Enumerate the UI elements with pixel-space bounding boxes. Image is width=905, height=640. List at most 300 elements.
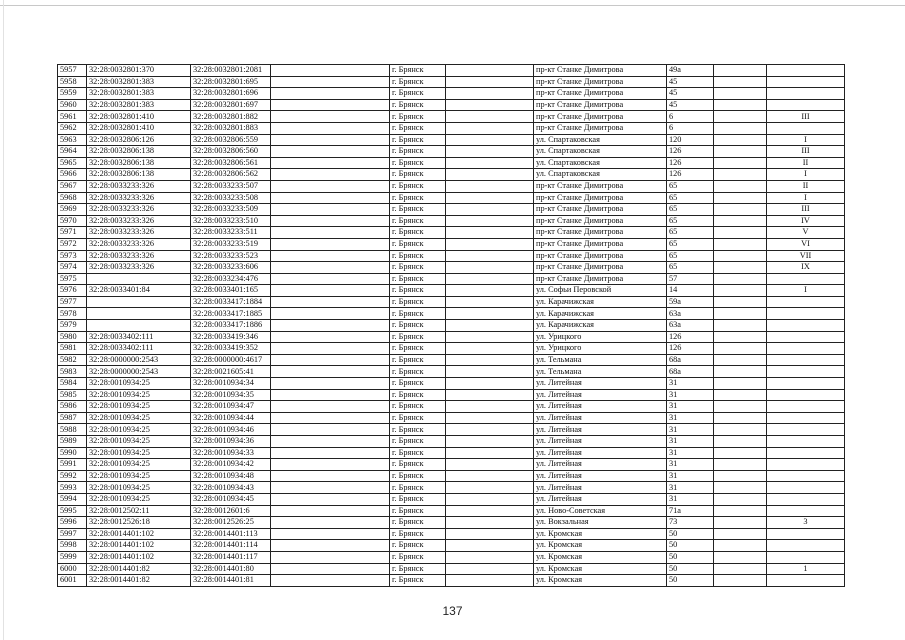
house-number: 126 (667, 157, 714, 169)
building-letter (767, 76, 845, 88)
row-number: 5962 (58, 122, 87, 134)
table-row (58, 436, 845, 448)
blank-cell (714, 238, 767, 250)
house-number: 65 (667, 262, 714, 274)
row-number: 6000 (58, 563, 87, 575)
blank-cell (446, 401, 534, 413)
table-row (58, 76, 845, 88)
blank-cell (271, 331, 390, 343)
house-number: 65 (667, 227, 714, 239)
house-number: 31 (667, 424, 714, 436)
street: ул. Софьи Перовской (534, 285, 667, 297)
table-row (58, 412, 845, 424)
city: г. Брянск (390, 308, 446, 320)
blank-cell (271, 563, 390, 575)
house-number: 63а (667, 308, 714, 320)
blank-cell (271, 412, 390, 424)
building-letter (767, 436, 845, 448)
row-number: 5982 (58, 354, 87, 366)
object-cadastral-number: 32:28:0032806:562 (191, 169, 271, 181)
land-plot-cadastral-number: 32:28:0010934:25 (87, 447, 191, 459)
land-plot-cadastral-number: 32:28:0000000:2543 (87, 366, 191, 378)
building-letter: II (767, 180, 845, 192)
row-number: 5975 (58, 273, 87, 285)
street: ул. Урицкого (534, 331, 667, 343)
table-row (58, 238, 845, 250)
street: ул. Литейная (534, 482, 667, 494)
city: г. Брянск (390, 204, 446, 216)
blank-cell (446, 65, 534, 77)
building-letter: I (767, 169, 845, 181)
street: ул. Ново-Советская (534, 505, 667, 517)
house-number: 57 (667, 273, 714, 285)
city: г. Брянск (390, 320, 446, 332)
blank-cell (271, 157, 390, 169)
land-plot-cadastral-number: 32:28:0033233:326 (87, 250, 191, 262)
blank-cell (271, 320, 390, 332)
blank-cell (446, 215, 534, 227)
blank-cell (714, 528, 767, 540)
house-number: 45 (667, 88, 714, 100)
object-cadastral-number: 32:28:0000000:4617 (191, 354, 271, 366)
blank-cell (714, 262, 767, 274)
table-row (58, 482, 845, 494)
blank-cell (271, 296, 390, 308)
blank-cell (714, 134, 767, 146)
blank-cell (271, 493, 390, 505)
street: ул. Кромская (534, 528, 667, 540)
blank-cell (446, 424, 534, 436)
object-cadastral-number: 32:28:0033233:507 (191, 180, 271, 192)
building-letter: IV (767, 215, 845, 227)
house-number: 126 (667, 169, 714, 181)
blank-cell (446, 227, 534, 239)
row-number: 5988 (58, 424, 87, 436)
land-plot-cadastral-number (87, 308, 191, 320)
land-plot-cadastral-number: 32:28:0014401:82 (87, 563, 191, 575)
blank-cell (714, 331, 767, 343)
blank-cell (446, 482, 534, 494)
land-plot-cadastral-number: 32:28:0032806:138 (87, 169, 191, 181)
building-letter (767, 88, 845, 100)
object-cadastral-number: 32:28:0012526:25 (191, 517, 271, 529)
building-letter (767, 296, 845, 308)
blank-cell (446, 238, 534, 250)
street: ул. Литейная (534, 401, 667, 413)
row-number: 5995 (58, 505, 87, 517)
building-letter (767, 273, 845, 285)
land-plot-cadastral-number: 32:28:0032806:138 (87, 146, 191, 158)
blank-cell (714, 343, 767, 355)
street: пр-кт Станке Димитрова (534, 262, 667, 274)
blank-cell (446, 192, 534, 204)
house-number: 71а (667, 505, 714, 517)
land-plot-cadastral-number: 32:28:0032801:383 (87, 76, 191, 88)
object-cadastral-number: 32:28:0033419:346 (191, 331, 271, 343)
city: г. Брянск (390, 482, 446, 494)
blank-cell (714, 447, 767, 459)
city: г. Брянск (390, 76, 446, 88)
blank-cell (714, 424, 767, 436)
blank-cell (714, 308, 767, 320)
blank-cell (714, 215, 767, 227)
object-cadastral-number: 32:28:0032806:561 (191, 157, 271, 169)
building-letter: III (767, 146, 845, 158)
building-letter: VII (767, 250, 845, 262)
land-plot-cadastral-number: 32:28:0010934:25 (87, 436, 191, 448)
city: г. Брянск (390, 436, 446, 448)
city: г. Брянск (390, 296, 446, 308)
blank-cell (714, 169, 767, 181)
street: ул. Кромская (534, 575, 667, 587)
land-plot-cadastral-number: 32:28:0010934:25 (87, 482, 191, 494)
blank-cell (714, 285, 767, 297)
house-number: 68а (667, 366, 714, 378)
table-row (58, 99, 845, 111)
land-plot-cadastral-number: 32:28:0014401:102 (87, 551, 191, 563)
blank-cell (271, 76, 390, 88)
building-letter (767, 99, 845, 111)
street: ул. Карачижская (534, 296, 667, 308)
building-letter: 1 (767, 563, 845, 575)
city: г. Брянск (390, 389, 446, 401)
blank-cell (714, 563, 767, 575)
house-number: 31 (667, 436, 714, 448)
house-number: 126 (667, 146, 714, 158)
blank-cell (446, 505, 534, 517)
table-row (58, 470, 845, 482)
city: г. Брянск (390, 563, 446, 575)
land-plot-cadastral-number: 32:28:0032801:370 (87, 65, 191, 77)
house-number: 31 (667, 378, 714, 390)
building-letter: V (767, 227, 845, 239)
blank-cell (271, 528, 390, 540)
city: г. Брянск (390, 157, 446, 169)
city: г. Брянск (390, 343, 446, 355)
house-number: 65 (667, 192, 714, 204)
blank-cell (714, 99, 767, 111)
object-cadastral-number: 32:28:0032801:695 (191, 76, 271, 88)
building-letter (767, 528, 845, 540)
land-plot-cadastral-number: 32:28:0033402:111 (87, 343, 191, 355)
city: г. Брянск (390, 169, 446, 181)
street: пр-кт Станке Димитрова (534, 192, 667, 204)
blank-cell (446, 157, 534, 169)
city: г. Брянск (390, 227, 446, 239)
blank-cell (714, 180, 767, 192)
building-letter: II (767, 157, 845, 169)
building-letter (767, 505, 845, 517)
blank-cell (271, 343, 390, 355)
table-row (58, 122, 845, 134)
blank-cell (446, 447, 534, 459)
table-row (58, 180, 845, 192)
object-cadastral-number: 32:28:0010934:44 (191, 412, 271, 424)
object-cadastral-number: 32:28:0033233:508 (191, 192, 271, 204)
table-row (58, 227, 845, 239)
row-number: 5972 (58, 238, 87, 250)
street: пр-кт Станке Димитрова (534, 204, 667, 216)
building-letter (767, 424, 845, 436)
city: г. Брянск (390, 459, 446, 471)
blank-cell (714, 493, 767, 505)
building-letter (767, 482, 845, 494)
table-row (58, 215, 845, 227)
blank-cell (271, 238, 390, 250)
house-number: 45 (667, 76, 714, 88)
building-letter (767, 551, 845, 563)
object-cadastral-number: 32:28:0014401:80 (191, 563, 271, 575)
land-plot-cadastral-number (87, 320, 191, 332)
page-number: 137 (442, 604, 463, 618)
street: ул. Литейная (534, 436, 667, 448)
row-number: 5989 (58, 436, 87, 448)
table-row (58, 320, 845, 332)
city: г. Брянск (390, 262, 446, 274)
city: г. Брянск (390, 401, 446, 413)
blank-cell (271, 273, 390, 285)
city: г. Брянск (390, 551, 446, 563)
blank-cell (271, 424, 390, 436)
row-number: 5966 (58, 169, 87, 181)
blank-cell (271, 204, 390, 216)
blank-cell (271, 354, 390, 366)
blank-cell (271, 575, 390, 587)
building-letter: 3 (767, 517, 845, 529)
house-number: 126 (667, 331, 714, 343)
table-row (58, 273, 845, 285)
blank-cell (271, 65, 390, 77)
building-letter (767, 470, 845, 482)
street: ул. Литейная (534, 424, 667, 436)
row-number: 5980 (58, 331, 87, 343)
object-cadastral-number: 32:28:0033233:606 (191, 262, 271, 274)
blank-cell (446, 122, 534, 134)
blank-cell (714, 389, 767, 401)
blank-cell (271, 517, 390, 529)
scan-edge-line (0, 5, 905, 6)
blank-cell (714, 76, 767, 88)
row-number: 5987 (58, 412, 87, 424)
object-cadastral-number: 32:28:0014401:113 (191, 528, 271, 540)
building-letter (767, 343, 845, 355)
land-plot-cadastral-number: 32:28:0032801:383 (87, 88, 191, 100)
blank-cell (271, 180, 390, 192)
city: г. Брянск (390, 470, 446, 482)
city: г. Брянск (390, 528, 446, 540)
land-plot-cadastral-number: 32:28:0032801:410 (87, 122, 191, 134)
object-cadastral-number: 32:28:0021605:41 (191, 366, 271, 378)
object-cadastral-number: 32:28:0010934:45 (191, 493, 271, 505)
object-cadastral-number: 32:28:0010934:35 (191, 389, 271, 401)
city: г. Брянск (390, 285, 446, 297)
land-plot-cadastral-number: 32:28:0033233:326 (87, 204, 191, 216)
house-number: 14 (667, 285, 714, 297)
land-plot-cadastral-number: 32:28:0032806:126 (87, 134, 191, 146)
table-row (58, 308, 845, 320)
blank-cell (446, 354, 534, 366)
row-number: 5974 (58, 262, 87, 274)
blank-cell (271, 470, 390, 482)
row-number: 5996 (58, 517, 87, 529)
building-letter: III (767, 204, 845, 216)
table-row (58, 493, 845, 505)
row-number: 5960 (58, 99, 87, 111)
blank-cell (714, 296, 767, 308)
table-row (58, 354, 845, 366)
row-number: 5959 (58, 88, 87, 100)
object-cadastral-number: 32:28:0033233:509 (191, 204, 271, 216)
house-number: 65 (667, 238, 714, 250)
street: ул. Урицкого (534, 343, 667, 355)
blank-cell (714, 273, 767, 285)
land-plot-cadastral-number: 32:28:0014401:102 (87, 540, 191, 552)
blank-cell (714, 88, 767, 100)
city: г. Брянск (390, 354, 446, 366)
object-cadastral-number: 32:28:0033233:523 (191, 250, 271, 262)
object-cadastral-number: 32:28:0033233:510 (191, 215, 271, 227)
table-row (58, 401, 845, 413)
city: г. Брянск (390, 517, 446, 529)
blank-cell (446, 459, 534, 471)
blank-cell (271, 401, 390, 413)
street: пр-кт Станке Димитрова (534, 180, 667, 192)
blank-cell (271, 505, 390, 517)
blank-cell (271, 459, 390, 471)
house-number: 59а (667, 296, 714, 308)
object-cadastral-number: 32:28:0012601:6 (191, 505, 271, 517)
house-number: 68а (667, 354, 714, 366)
blank-cell (446, 378, 534, 390)
row-number: 5983 (58, 366, 87, 378)
street: ул. Вокзальная (534, 517, 667, 529)
land-plot-cadastral-number: 32:28:0010934:25 (87, 389, 191, 401)
table-row (58, 157, 845, 169)
land-plot-cadastral-number: 32:28:0010934:25 (87, 459, 191, 471)
city: г. Брянск (390, 412, 446, 424)
city: г. Брянск (390, 331, 446, 343)
blank-cell (714, 401, 767, 413)
house-number: 50 (667, 528, 714, 540)
cadastral-register-table (57, 64, 845, 587)
blank-cell (271, 250, 390, 262)
blank-cell (714, 482, 767, 494)
blank-cell (271, 262, 390, 274)
object-cadastral-number: 32:28:0032806:560 (191, 146, 271, 158)
table-row (58, 169, 845, 181)
blank-cell (446, 134, 534, 146)
row-number: 5970 (58, 215, 87, 227)
object-cadastral-number: 32:28:0010934:48 (191, 470, 271, 482)
blank-cell (714, 436, 767, 448)
house-number: 73 (667, 517, 714, 529)
object-cadastral-number: 32:28:0032806:559 (191, 134, 271, 146)
table-row (58, 447, 845, 459)
building-letter: I (767, 192, 845, 204)
blank-cell (446, 528, 534, 540)
street: ул. Тельмана (534, 354, 667, 366)
blank-cell (446, 331, 534, 343)
blank-cell (714, 192, 767, 204)
street: пр-кт Станке Димитрова (534, 227, 667, 239)
blank-cell (714, 146, 767, 158)
city: г. Брянск (390, 99, 446, 111)
building-letter: I (767, 285, 845, 297)
house-number: 31 (667, 459, 714, 471)
blank-cell (271, 99, 390, 111)
street: пр-кт Станке Димитрова (534, 88, 667, 100)
street: пр-кт Станке Димитрова (534, 250, 667, 262)
blank-cell (714, 250, 767, 262)
table-row (58, 192, 845, 204)
land-plot-cadastral-number: 32:28:0010934:25 (87, 493, 191, 505)
house-number: 31 (667, 389, 714, 401)
row-number: 5978 (58, 308, 87, 320)
building-letter: IX (767, 262, 845, 274)
blank-cell (446, 389, 534, 401)
street: ул. Литейная (534, 470, 667, 482)
land-plot-cadastral-number: 32:28:0033233:326 (87, 238, 191, 250)
house-number: 126 (667, 343, 714, 355)
city: г. Брянск (390, 366, 446, 378)
city: г. Брянск (390, 505, 446, 517)
blank-cell (446, 540, 534, 552)
table-row (58, 343, 845, 355)
building-letter (767, 378, 845, 390)
row-number: 5991 (58, 459, 87, 471)
house-number: 31 (667, 412, 714, 424)
blank-cell (714, 65, 767, 77)
land-plot-cadastral-number: 32:28:0033233:326 (87, 192, 191, 204)
building-letter (767, 447, 845, 459)
blank-cell (446, 296, 534, 308)
land-plot-cadastral-number (87, 296, 191, 308)
blank-cell (271, 436, 390, 448)
street: пр-кт Станке Димитрова (534, 76, 667, 88)
land-plot-cadastral-number: 32:28:0032806:138 (87, 157, 191, 169)
table-row (58, 204, 845, 216)
row-number: 6001 (58, 575, 87, 587)
row-number: 5964 (58, 146, 87, 158)
row-number: 5976 (58, 285, 87, 297)
table-row (58, 285, 845, 297)
row-number: 5973 (58, 250, 87, 262)
blank-cell (271, 378, 390, 390)
land-plot-cadastral-number: 32:28:0012526:18 (87, 517, 191, 529)
row-number: 5961 (58, 111, 87, 123)
blank-cell (446, 308, 534, 320)
blank-cell (446, 470, 534, 482)
row-number: 5992 (58, 470, 87, 482)
blank-cell (271, 285, 390, 297)
house-number: 65 (667, 204, 714, 216)
blank-cell (714, 517, 767, 529)
house-number: 6 (667, 122, 714, 134)
table-row (58, 111, 845, 123)
blank-cell (446, 180, 534, 192)
house-number: 31 (667, 470, 714, 482)
land-plot-cadastral-number: 32:28:0010934:25 (87, 401, 191, 413)
building-letter: I (767, 134, 845, 146)
street: ул. Литейная (534, 412, 667, 424)
table-row (58, 366, 845, 378)
building-letter: III (767, 111, 845, 123)
blank-cell (446, 493, 534, 505)
blank-cell (446, 436, 534, 448)
blank-cell (271, 215, 390, 227)
street: ул. Спартаковская (534, 157, 667, 169)
blank-cell (271, 540, 390, 552)
